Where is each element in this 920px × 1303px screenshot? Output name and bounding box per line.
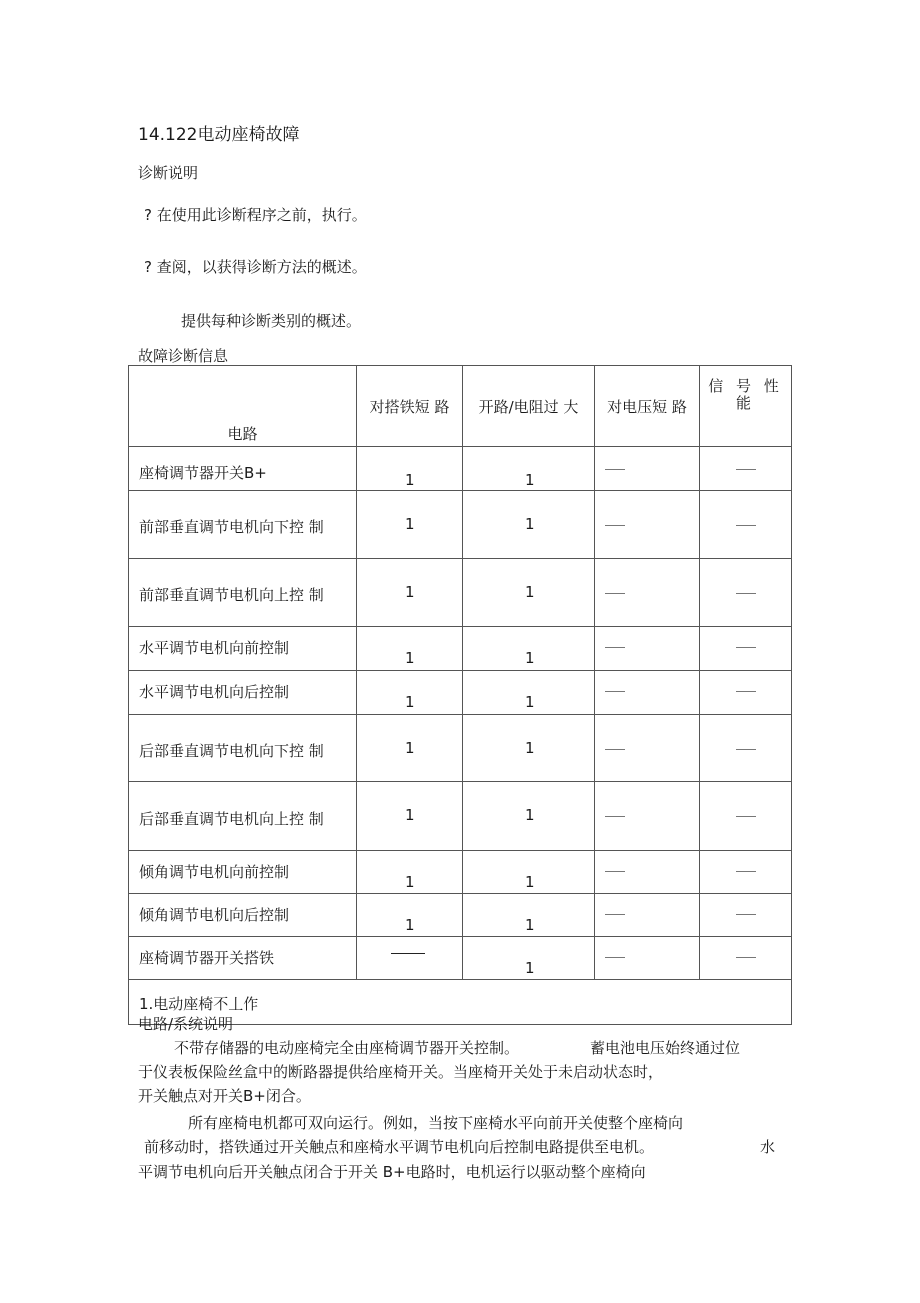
paragraph-line: 前移动时，搭铁通过开关触点和座椅水平调节电机向后控制电路提供至电机。 bbox=[144, 1138, 655, 1156]
column-header-short-to-ground: 对搭铁短 路 bbox=[357, 366, 463, 447]
circuit-name: 前部垂直调节电机向上控 制 bbox=[139, 586, 324, 604]
circuit-name: 座椅调节器开关B+ bbox=[139, 464, 267, 482]
not-applicable-dash bbox=[736, 469, 756, 470]
table-row bbox=[129, 491, 792, 559]
signal-header-line2: 能 bbox=[735, 394, 755, 412]
signal-header-line1: 信 号 性 bbox=[708, 377, 783, 395]
table-row bbox=[129, 715, 792, 782]
paragraph-line: 不带存储器的电动座椅完全由座椅调节器开关控制。 bbox=[174, 1039, 520, 1057]
circuit-name: 水平调节电机向前控制 bbox=[139, 639, 290, 657]
not-applicable-dash bbox=[736, 525, 756, 526]
not-applicable-dash bbox=[605, 871, 625, 872]
overview-line: 提供每种诊断类别的概述。 bbox=[181, 312, 362, 330]
paragraph-line: 水 bbox=[760, 1138, 776, 1156]
table-header-row bbox=[129, 366, 792, 447]
circuit-name: 前部垂直调节电机向下控 制 bbox=[139, 518, 324, 536]
bullet-item: ? 在使用此诊断程序之前，执行。 bbox=[144, 206, 367, 224]
table-footnote: 1.电动座椅不丄作 bbox=[139, 995, 259, 1013]
open-resistance-value: 1 bbox=[525, 873, 535, 891]
not-applicable-dash bbox=[736, 749, 756, 750]
open-resistance-value: 1 bbox=[525, 959, 535, 977]
open-resistance-value: 1 bbox=[525, 515, 535, 533]
short-to-ground-value: 1 bbox=[405, 471, 415, 489]
short-to-ground-value: 1 bbox=[405, 649, 415, 667]
not-applicable-dash bbox=[736, 816, 756, 817]
short-to-ground-value: 1 bbox=[405, 806, 415, 824]
open-resistance-value: 1 bbox=[525, 806, 535, 824]
circuit-name: 水平调节电机向后控制 bbox=[139, 683, 290, 701]
paragraph-line: 蓄电池电压始终通过位 bbox=[590, 1039, 741, 1057]
paragraph-line: 于仪表板保险丝盒中的断路器提供给座椅开关。当座椅开关处于未启动状态时， bbox=[138, 1063, 664, 1081]
column-header-circuit: 电路 bbox=[129, 366, 357, 447]
open-resistance-value: 1 bbox=[525, 471, 535, 489]
short-to-ground-value: 1 bbox=[405, 916, 415, 934]
short-to-ground-value: 1 bbox=[405, 583, 415, 601]
table-caption: 故障诊断信息 bbox=[138, 347, 229, 365]
table-row bbox=[129, 447, 792, 491]
short-to-ground-value: 1 bbox=[405, 515, 415, 533]
not-applicable-dash bbox=[605, 593, 625, 594]
open-resistance-value: 1 bbox=[525, 693, 535, 711]
circuit-name: 后部垂直调节电机向上控 制 bbox=[139, 810, 324, 828]
not-applicable-dash bbox=[736, 647, 756, 648]
not-applicable-dash bbox=[736, 593, 756, 594]
not-applicable-dash bbox=[605, 691, 625, 692]
open-resistance-value: 1 bbox=[525, 649, 535, 667]
bullet-item: ? 查阅，以获得诊断方法的概述。 bbox=[144, 258, 367, 276]
system-description-heading: 电路/系统说明 bbox=[138, 1015, 234, 1033]
open-resistance-value: 1 bbox=[525, 916, 535, 934]
not-applicable-dash bbox=[736, 871, 756, 872]
table-row bbox=[129, 894, 792, 937]
short-to-ground-value: 1 bbox=[405, 693, 415, 711]
circuit-name: 后部垂直调节电机向下控 制 bbox=[139, 742, 324, 760]
table-row bbox=[129, 937, 792, 980]
diagnostic-description-heading: 诊断说明 bbox=[138, 164, 199, 182]
table-row bbox=[129, 782, 792, 851]
not-applicable-dash bbox=[605, 816, 625, 817]
paragraph-line: 所有座椅电机都可双向运行。例如，当按下座椅水平向前开关使整个座椅向 bbox=[188, 1114, 684, 1132]
paragraph-line: 开关触点对开关B+闭合。 bbox=[138, 1087, 311, 1105]
not-applicable-dash bbox=[391, 953, 425, 954]
table-row bbox=[129, 559, 792, 627]
table-row bbox=[129, 851, 792, 894]
open-resistance-value: 1 bbox=[525, 583, 535, 601]
short-to-ground-value: 1 bbox=[405, 873, 415, 891]
not-applicable-dash bbox=[605, 647, 625, 648]
page-title: 14.122电动座椅故障 bbox=[138, 125, 300, 145]
open-resistance-value: 1 bbox=[525, 739, 535, 757]
not-applicable-dash bbox=[736, 914, 756, 915]
column-header-signal-performance bbox=[700, 366, 792, 447]
paragraph-line: 平调节电机向后开关触点闭合于开关 B+电路时，电机运行以驱动整个座椅向 bbox=[138, 1163, 646, 1181]
not-applicable-dash bbox=[605, 957, 625, 958]
table-row bbox=[129, 671, 792, 715]
column-header-open-high-resistance: 开路/电阻过 大 bbox=[463, 366, 595, 447]
column-header-short-to-voltage: 对电压短 路 bbox=[595, 366, 700, 447]
circuit-name: 倾角调节电机向前控制 bbox=[139, 863, 290, 881]
not-applicable-dash bbox=[736, 691, 756, 692]
not-applicable-dash bbox=[605, 525, 625, 526]
fault-info-table bbox=[128, 365, 792, 1025]
table-row bbox=[129, 627, 792, 671]
not-applicable-dash bbox=[605, 749, 625, 750]
not-applicable-dash bbox=[736, 957, 756, 958]
circuit-name: 座椅调节器开关搭铁 bbox=[139, 949, 275, 967]
not-applicable-dash bbox=[605, 469, 625, 470]
not-applicable-dash bbox=[605, 914, 625, 915]
circuit-name: 倾角调节电机向后控制 bbox=[139, 906, 290, 924]
short-to-ground-value: 1 bbox=[405, 739, 415, 757]
